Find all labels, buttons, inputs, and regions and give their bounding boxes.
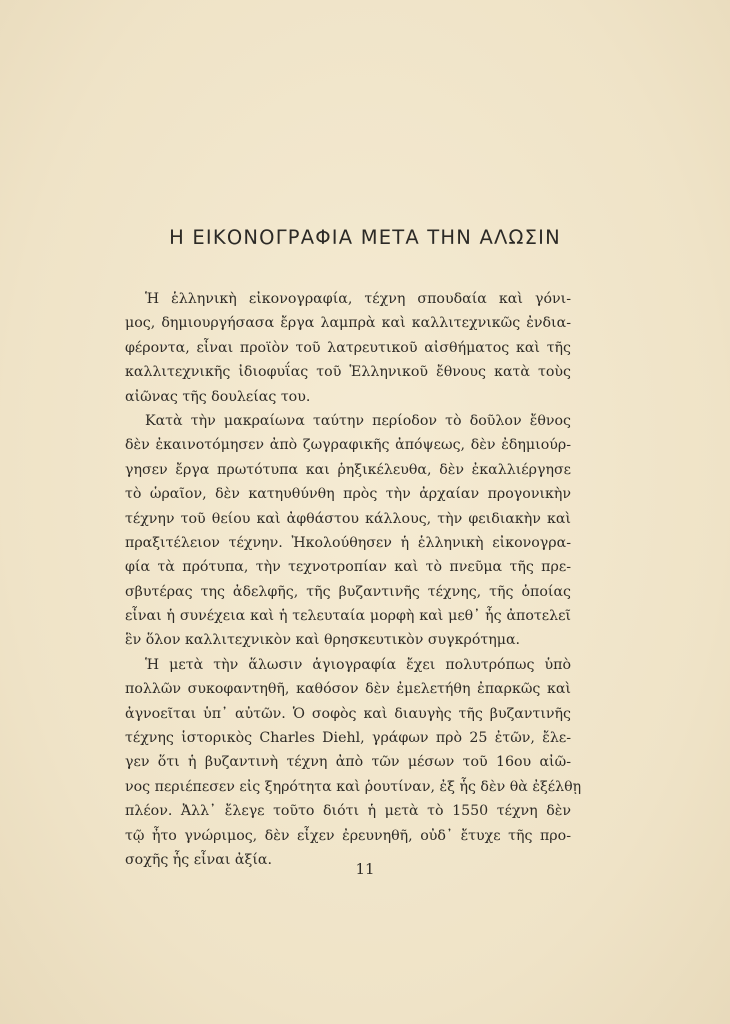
paragraph [125,287,571,409]
text-line: πολλῶν συκοφαντηθῆ, καθόσον δὲν ἐμελετήθη ἐπαρκῶς καὶ [125,681,571,698]
text-line: πραξιτέλειον τέχνην. Ἠκολούθησεν ἡ ἑλληνικὴ εἰκονογρα- [125,534,571,551]
text-line: γησεν ἔργα πρωτότυπα και ῥηξικέλευθα, δὲν ἐκαλλιέργησε [125,461,571,478]
body-text [125,287,582,872]
text-line: πλέον. Ἀλλ᾽ ἔλεγε τοῦτο διότι ἡ μετὰ τὸ 1550 τέχνη δὲν [125,803,571,820]
text-line: εἶναι ἡ συνέχεια καὶ ἡ τελευταία μορφὴ καὶ μεθ᾽ ἧς ἀποτελεῖ [125,608,571,625]
text-line: τέχνην τοῦ θείου καὶ ἀφθάστου κάλλους, τὴν φειδιακὴν καὶ [125,510,571,527]
text-line: ἀγνοεῖται ὑπ᾽ αὐτῶν. Ὁ σοφὸς καὶ διαυγὴς τῆς βυζαντινῆς [125,705,571,722]
text-line: ἓν ὅλον καλλιτεχνικὸν καὶ θρησκευτικὸν συγκρότημα. [125,632,521,649]
text-line: δὲν ἐκαινοτόμησεν ἀπὸ ζωγραφικῆς ἀπόψεως, δὲν ἐδημιούρ- [125,437,571,454]
text-line: φέροντα, εἶναι προϊὸν τοῦ λατρευτικοῦ αἰσθήματος καὶ τῆς [125,339,571,356]
text-line: νος περιέπεσεν εἰς ξηρότητα καὶ ῥουτίναν, ἐξ ἧς δὲν θὰ ἐξέλθῃ [125,778,582,795]
text-line: Ἡ μετὰ τὴν ἅλωσιν ἁγιογραφία ἔχει πολυτρόπως ὑπὸ [145,656,571,673]
text-line: Ἡ ἑλληνικὴ εἰκονογραφία, τέχνη σπουδαία καὶ γόνι- [145,291,571,307]
text-line: τέχνης ἱστορικὸς Charles Diehl, γράφων πρὸ 25 ἐτῶν, ἔλε- [125,730,571,747]
chapter-title: Η ΕΙΚΟΝΟΓΡΑΦΙΑ ΜΕΤΑ ΤΗΝ ΑΛΩΣΙΝ [169,226,561,249]
text-line: σβυτέρας της ἀδελφῆς, τῆς βυζαντινῆς τέχνης, τῆς ὁποίας [125,583,571,600]
text-line: αἰῶνας τῆς δουλείας του. [125,388,311,405]
text-line: τὸ ὡραῖον, δὲν κατηυθύνθη πρὸς τὴν ἀρχαίαν προγονικὴν [125,486,571,503]
text-line: καλλιτεχνικῆς ἰδιοφυΐας τοῦ Ἑλληνικοῦ ἔθνους κατὰ τοὺς [125,364,571,381]
text-line: τῷ ἦτο γνώριμος, δὲν εἶχεν ἐρευνηθῆ, οὐδ᾽ ἔτυχε τῆς προ- [125,827,571,844]
paragraph [125,653,582,873]
paragraph [125,409,571,653]
text-line: μος, δημιουργήσασα ἔργα λαμπρὰ καὶ καλλιτεχνικῶς ἐνδια- [125,315,571,332]
text-line: φία τὰ πρότυπα, τὴν τεχνοτροπίαν καὶ τὸ πνεῦμα τῆς πρε- [125,559,571,576]
text-line: σοχῆς ἧς εἶναι ἀξία. [125,851,272,868]
text-line: γεν ὅτι ἡ βυζαντινὴ τέχνη ἀπὸ τῶν μέσων τοῦ 16ου αἰῶ- [125,754,571,771]
page-number: 11 [355,860,375,878]
text-line: Κατὰ τὴν μακραίωνα ταύτην περίοδον τὸ δοῦλον ἔθνος [145,412,571,429]
